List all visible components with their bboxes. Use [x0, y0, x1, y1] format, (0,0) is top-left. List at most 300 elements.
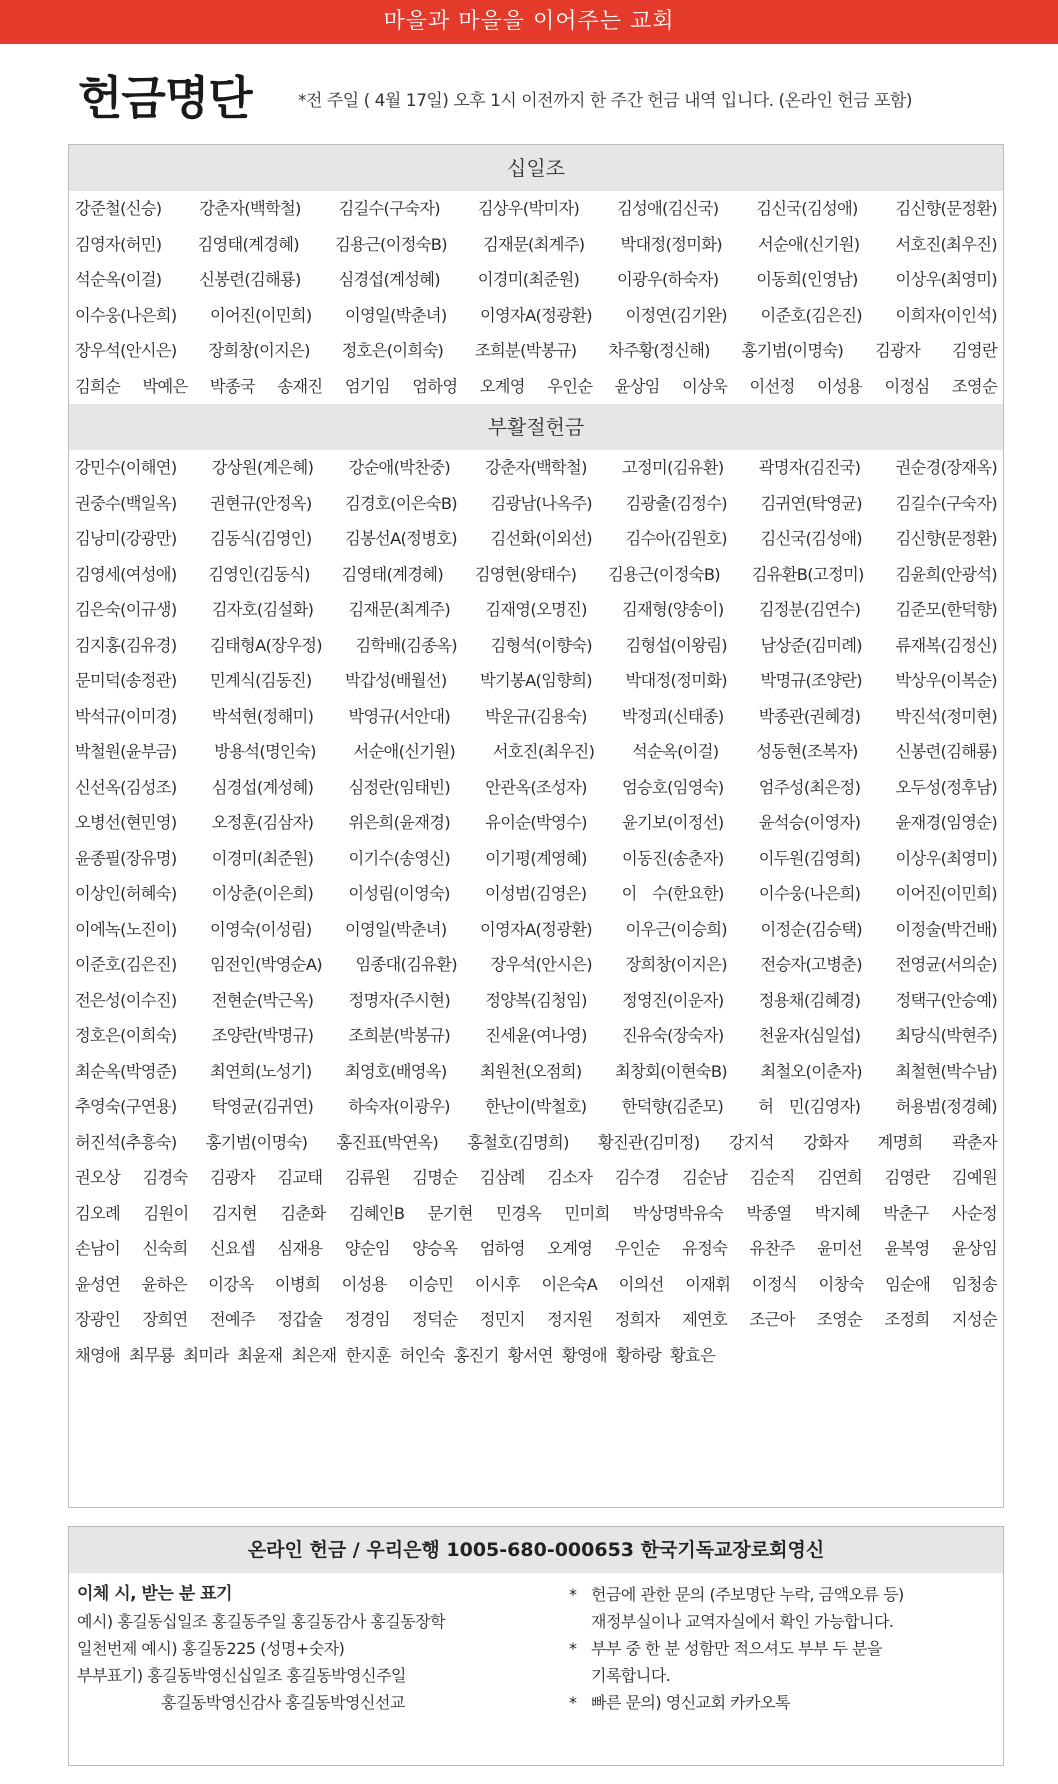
donor-name: 양승옥	[412, 1239, 458, 1258]
donor-name: 이정식	[751, 1274, 797, 1294]
name-row	[75, 841, 997, 877]
donor-name: 이두원(김영희)	[758, 848, 861, 868]
online-offering-box	[68, 1526, 1004, 1766]
donor-name: 김영란	[951, 341, 997, 360]
donor-name: 박철원(윤부금)	[75, 742, 177, 761]
donor-name: 정양복(김청임)	[485, 990, 587, 1010]
donor-name: 최미라	[183, 1345, 229, 1365]
donor-name: 허용범(정경혜)	[895, 1097, 997, 1116]
donor-name: 엄하영	[412, 376, 458, 396]
donor-name: 황효은	[670, 1345, 716, 1365]
donor-name: 이광우(하숙자)	[616, 270, 719, 289]
donor-name: 홍기범(이명숙)	[741, 341, 844, 360]
donor-name: 이승민	[408, 1274, 454, 1294]
name-row	[75, 1018, 997, 1054]
donor-name: 문미덕(송정관)	[75, 671, 177, 690]
donor-name: 강준철(신승)	[75, 199, 162, 218]
donor-name: 신요셉	[209, 1239, 255, 1258]
page-subtitle: *전 주일 ( 4월 17일) 오후 1시 이전까지 한 주간 헌금 내역 입니다. (온라인 헌금 포함)	[298, 91, 912, 111]
name-row	[75, 1160, 997, 1196]
donor-name: 이준호(김은진)	[75, 955, 177, 974]
name-row	[75, 1267, 997, 1303]
offering-list-box	[68, 144, 1004, 1508]
donor-name: 김광남(나옥주)	[490, 493, 592, 513]
name-row	[75, 805, 997, 841]
donor-name: 최철오(이춘자)	[760, 1061, 862, 1081]
donor-name: 이영자A(정광환)	[480, 305, 592, 325]
transfer-instructions	[77, 1581, 547, 1716]
donor-name: 허인숙	[399, 1345, 445, 1365]
donor-name: 윤복영	[884, 1239, 930, 1258]
donor-name: 이 수(한요한)	[621, 884, 724, 903]
donor-name: 김성애(김신국)	[616, 199, 719, 218]
donor-name: 장희창(이지은)	[625, 955, 727, 974]
name-row	[75, 557, 997, 593]
donor-name: 강춘자(백학철)	[199, 199, 301, 218]
donor-name: 우인순	[614, 1239, 660, 1258]
name-row	[75, 1302, 997, 1338]
name-row	[75, 912, 997, 948]
donor-name: 전예주	[209, 1310, 255, 1329]
donor-name: 김영태(계경혜)	[341, 564, 443, 584]
donor-name: 김형석(이향숙)	[490, 635, 592, 655]
donor-name: 김교태	[277, 1168, 323, 1187]
donor-name: 이시후	[474, 1274, 520, 1294]
easter-name-list	[69, 450, 1003, 1373]
donor-name: 황하랑	[615, 1345, 662, 1365]
donor-name: 박종국	[209, 376, 255, 396]
transfer-example-4: 홍길동박영신감사 홍길동박영신선교	[161, 1693, 405, 1712]
donor-name: 한지훈	[345, 1345, 391, 1365]
donor-name: 문기현	[427, 1203, 473, 1223]
donor-name: 이병희	[274, 1274, 321, 1294]
donor-name: 양순임	[344, 1239, 390, 1258]
donor-name: 최은재	[291, 1345, 337, 1365]
donor-name: 이영숙(이성림)	[210, 919, 312, 939]
donor-name: 최무룡	[129, 1345, 175, 1365]
name-row	[75, 699, 997, 735]
donor-name: 이에녹(노진이)	[75, 919, 177, 939]
donor-name: 박명규(조양란)	[760, 671, 862, 690]
donor-name: 윤종필(장유명)	[75, 848, 177, 868]
donor-name: 손남이	[75, 1239, 121, 1258]
donor-name: 조양란(박명규)	[211, 1026, 314, 1045]
donor-name: 신선옥(김성조)	[75, 777, 177, 797]
donor-name: 신봉련(김해룡)	[895, 742, 997, 761]
donor-name: 김용근(이정숙B)	[334, 234, 447, 254]
donor-name: 강순애(박찬중)	[348, 458, 450, 477]
donor-name: 곽춘자	[951, 1132, 997, 1152]
donor-name: 박종관(권혜경)	[758, 706, 861, 726]
donor-name: 방용석(명인숙)	[214, 742, 316, 761]
donor-name: 김원이	[143, 1203, 189, 1223]
donor-name: 석순옥(이걸)	[632, 742, 719, 761]
donor-name: 오계영	[479, 376, 525, 396]
donor-name: 진세윤(여나영)	[485, 1026, 587, 1045]
donor-name: 이성용	[341, 1274, 387, 1294]
donor-name: 김길수(구숙자)	[338, 199, 440, 218]
donor-name: 강상원(계은혜)	[211, 458, 314, 477]
donor-name: 위은희(윤재경)	[348, 813, 450, 832]
name-row	[75, 628, 997, 664]
donor-name: 김지현	[211, 1203, 257, 1223]
transfer-example-1: 예시) 홍길동십일조 홍길동주일 홍길동감사 홍길동장학	[77, 1612, 446, 1631]
donor-name: 김광자	[874, 341, 921, 360]
note-line: 부부 중 한 분 성함만 적으셔도 부부 두 분을	[591, 1639, 882, 1658]
donor-name: 김예원	[951, 1168, 997, 1187]
donor-name: 김연희	[816, 1168, 863, 1187]
name-row	[75, 1231, 997, 1267]
donor-name: 김신국(김성애)	[760, 529, 862, 548]
donor-name: 이성림(이영숙)	[348, 884, 450, 903]
donor-name: 정경임	[344, 1310, 390, 1329]
donor-name: 유정숙	[682, 1239, 728, 1258]
donor-name: 윤상임	[614, 376, 660, 396]
donor-name: 권중수(백일옥)	[75, 493, 177, 513]
donor-name: 전현순(박근옥)	[211, 990, 314, 1010]
donor-name: 임종대(김유환)	[355, 955, 457, 974]
donor-name: 이경미(최준원)	[211, 848, 314, 868]
donor-name: 조근아	[749, 1310, 795, 1329]
donor-name: 윤기보(이정선)	[622, 813, 724, 832]
donor-name: 정용채(김혜경)	[758, 990, 861, 1010]
donor-name: 정희자	[614, 1310, 660, 1329]
donor-name: 엄기임	[344, 376, 390, 396]
donor-name: 김재문(최계주)	[482, 234, 585, 254]
donor-name: 엄하영	[479, 1239, 525, 1258]
donor-name: 김형섭(이왕림)	[625, 635, 727, 655]
donor-name: 남상준(김미례)	[760, 635, 862, 655]
donor-name: 김광자	[209, 1168, 255, 1187]
note-item	[569, 1581, 989, 1635]
donor-name: 장우석(안시은)	[490, 955, 592, 974]
note-line: 헌금에 관한 문의 (주보명단 누락, 금액오류 등)	[591, 1585, 904, 1604]
donor-name: 박운규(김용숙)	[485, 706, 587, 726]
donor-name: 박영규(서안대)	[348, 706, 450, 726]
donor-name: 이강옥	[208, 1274, 254, 1294]
donor-name: 장희창(이지은)	[208, 341, 310, 360]
donor-name: 박상우(이복순)	[895, 671, 997, 690]
name-row	[75, 770, 997, 806]
donor-name: 조정희	[884, 1310, 930, 1329]
donor-name: 최연희(노성기)	[210, 1061, 312, 1081]
donor-name: 정택구(안승예)	[895, 990, 997, 1010]
donor-name: 정민지	[479, 1310, 525, 1329]
donor-name: 이동희(인영남)	[756, 270, 858, 289]
donor-name: 한덕향(김준모)	[621, 1097, 724, 1116]
donor-name: 이기수(송영신)	[348, 848, 450, 868]
donor-name: 김영현(왕태수)	[474, 564, 577, 584]
donor-name: 최윤재	[237, 1345, 283, 1365]
donor-name: 김재영(오명진)	[485, 600, 587, 619]
name-row	[75, 1089, 997, 1125]
note-item	[569, 1635, 989, 1689]
donor-name: 강민수(이해연)	[75, 458, 177, 477]
donor-name: 송재진	[277, 376, 323, 396]
donor-name: 추영숙(구연용)	[75, 1097, 177, 1116]
donor-name: 한난이(박철호)	[484, 1097, 587, 1116]
donor-name: 오정훈(김삼자)	[211, 813, 314, 832]
easter-heading: 부활절헌금	[69, 404, 1003, 450]
donor-name: 이영일(박춘녀)	[345, 919, 447, 939]
donor-name: 김영인(김동식)	[208, 564, 310, 584]
online-heading: 온라인 헌금 / 우리은행 1005-680-000653 한국기독교장로회영신	[69, 1527, 1003, 1573]
donor-name: 박갑성(배월선)	[345, 671, 447, 690]
donor-name: 김광출(김정수)	[625, 493, 727, 513]
donor-name: 이준호(김은진)	[760, 305, 862, 325]
donor-name: 심경섭(계성혜)	[338, 270, 440, 289]
donor-name: 전영균(서의순)	[895, 955, 997, 974]
donor-name: 김삼례	[479, 1168, 525, 1187]
donor-name: 엄주성(최은정)	[758, 777, 861, 797]
donor-name: 황진관(김미정)	[598, 1132, 700, 1152]
donor-name: 박춘구	[883, 1203, 929, 1223]
notes	[569, 1581, 989, 1716]
name-row	[75, 983, 997, 1019]
name-row	[75, 486, 997, 522]
donor-name: 진유숙(장숙자)	[622, 1026, 724, 1045]
donor-name: 박예은	[142, 376, 188, 396]
donor-name: 김영세(여성애)	[75, 564, 177, 584]
donor-name: 이영일(박춘녀)	[345, 305, 447, 325]
donor-name: 서호진(최우진)	[895, 234, 997, 254]
donor-name: 임청송	[951, 1274, 997, 1294]
top-banner: 마을과 마을을 이어주는 교회	[0, 0, 1058, 44]
name-row	[75, 227, 997, 263]
donor-name: 황영애	[561, 1345, 607, 1365]
donor-name: 안관옥(조성자)	[485, 777, 587, 797]
donor-name: 박석규(이미경)	[75, 706, 177, 726]
donor-name: 권오상	[75, 1168, 121, 1187]
donor-name: 유이순(박영수)	[485, 813, 587, 832]
donor-name: 이희자(이인석)	[895, 305, 997, 325]
donor-name: 이수웅(나은희)	[758, 884, 861, 903]
donor-name: 김동식(김영인)	[210, 529, 312, 548]
donor-name: 이수웅(나은희)	[75, 305, 177, 325]
donor-name: 채영애	[75, 1345, 121, 1365]
donor-name: 정호은(이희숙)	[75, 1026, 177, 1045]
donor-name: 곽명자(김진국)	[758, 458, 861, 477]
donor-name: 박석현(정해미)	[211, 706, 314, 726]
donor-name: 심경섭(계성혜)	[211, 777, 314, 797]
name-row	[75, 369, 997, 405]
donor-name: 민미희	[564, 1203, 610, 1223]
donor-name: 최영호(배영옥)	[345, 1061, 447, 1081]
donor-name: 정덕순	[412, 1310, 458, 1329]
donor-name: 강지석	[728, 1132, 774, 1152]
donor-name: 황서연	[507, 1345, 553, 1365]
donor-name: 김영자(허민)	[75, 234, 162, 254]
donor-name: 심정란(임태빈)	[348, 777, 450, 797]
donor-name: 이어진(이민희)	[210, 305, 312, 325]
donor-name: 김상우(박미자)	[477, 199, 580, 218]
donor-name: 이어진(이민희)	[895, 884, 997, 903]
donor-name: 허 민(김영자)	[758, 1097, 861, 1116]
donor-name: 김준모(한덕향)	[895, 600, 997, 619]
name-row	[75, 592, 997, 628]
donor-name: 김순직	[749, 1168, 795, 1187]
donor-name: 이기평(계영혜)	[485, 848, 587, 868]
asterisk: *	[569, 1639, 577, 1658]
donor-name: 최원천(오점희)	[480, 1061, 582, 1081]
donor-name: 전승자(고병춘)	[760, 955, 862, 974]
donor-name: 윤재경(임영순)	[895, 813, 997, 832]
donor-name: 탁영균(김귀연)	[211, 1097, 314, 1116]
donor-name: 박정괴(신태종)	[622, 706, 724, 726]
donor-name: 김순남	[682, 1168, 728, 1187]
donor-name: 박진석(정미현)	[895, 706, 997, 726]
donor-name: 계명희	[877, 1132, 923, 1152]
donor-name: 이성범(김영은)	[484, 884, 587, 903]
name-row	[75, 521, 997, 557]
donor-name: 권순경(장재옥)	[895, 458, 997, 477]
page-title: 헌금명단	[78, 71, 252, 125]
name-row	[75, 947, 997, 983]
donor-name: 김영태(계경혜)	[197, 234, 299, 254]
donor-name: 김수아(김원호)	[625, 529, 727, 548]
donor-name: 이은숙A	[541, 1274, 598, 1294]
donor-name: 사순정	[951, 1203, 997, 1223]
donor-name: 김학배(김종옥)	[355, 635, 457, 655]
donor-name: 박상명박유숙	[632, 1203, 724, 1223]
donor-name: 김류원	[344, 1168, 390, 1187]
donor-name: 김태형A(장우정)	[210, 635, 322, 655]
donor-name: 신봉련(김해룡)	[199, 270, 301, 289]
name-row	[75, 450, 997, 486]
donor-name: 박기봉A(임향희)	[480, 671, 592, 690]
donor-name: 김유환B(고정미)	[751, 564, 864, 584]
donor-name: 조희분(박봉규)	[348, 1026, 450, 1045]
donor-name: 이창숙	[818, 1274, 864, 1294]
donor-name: 김신향(문정환)	[895, 199, 997, 218]
donor-name: 김봉선A(정병호)	[345, 529, 457, 548]
tithe-name-list	[69, 191, 1003, 404]
donor-name: 김정분(김연수)	[758, 600, 861, 619]
donor-name: 홍진기	[453, 1345, 499, 1365]
donor-name: 김경숙	[142, 1168, 188, 1187]
donor-name: 이상춘(이은희)	[211, 884, 314, 903]
donor-name: 이동진(송춘자)	[622, 848, 724, 868]
donor-name: 권현규(안정옥)	[210, 493, 312, 513]
donor-name: 고정미(김유환)	[622, 458, 724, 477]
donor-name: 이정순(김승택)	[760, 919, 862, 939]
note-line: 재정부실이나 교역자실에서 확인 가능합니다.	[591, 1612, 894, 1631]
donor-name: 김자호(김설화)	[211, 600, 314, 619]
donor-name: 김낭미(강광만)	[75, 529, 177, 548]
name-row	[75, 1125, 997, 1161]
donor-name: 조영순	[816, 1310, 863, 1329]
donor-name: 박대정(정미화)	[620, 234, 722, 254]
donor-name: 김소자	[547, 1168, 593, 1187]
donor-name: 김윤희(안광석)	[895, 564, 997, 584]
donor-name: 최당식(박현주)	[895, 1026, 997, 1045]
donor-name: 장희연	[142, 1310, 188, 1329]
donor-name: 류재복(김정신)	[895, 635, 997, 655]
donor-name: 정호은(이희숙)	[341, 341, 444, 360]
donor-name: 오계영	[547, 1239, 593, 1258]
donor-name: 이재휘	[685, 1274, 731, 1294]
donor-name: 임순애	[885, 1274, 931, 1294]
donor-name: 김재문(최계주)	[348, 600, 450, 619]
donor-name: 이성용	[816, 376, 863, 396]
donor-name: 이영자A(정광환)	[480, 919, 592, 939]
donor-name: 이상욱	[682, 376, 728, 396]
donor-name: 김용근(이정숙B)	[608, 564, 720, 584]
donor-name: 임전인(박영순A)	[210, 955, 322, 974]
donor-name: 서순애(신기원)	[757, 234, 860, 254]
name-row	[75, 734, 997, 770]
donor-name: 민계식(김동진)	[210, 671, 312, 690]
donor-name: 홍기범(이명숙)	[205, 1132, 308, 1152]
name-row	[75, 1196, 997, 1232]
donor-name: 천윤자(심일섭)	[758, 1026, 861, 1045]
transfer-heading: 이체 시, 받는 분 표기	[77, 1584, 233, 1604]
donor-name: 김귀연(탁영균)	[760, 493, 862, 513]
note-item	[569, 1689, 989, 1716]
donor-name: 김경호(이은숙B)	[345, 493, 457, 513]
donor-name: 박대정(정미화)	[625, 671, 727, 690]
donor-name: 정지원	[547, 1310, 593, 1329]
name-row	[75, 298, 997, 334]
donor-name: 이상우(최영미)	[895, 270, 997, 289]
donor-name: 김수경	[614, 1168, 660, 1187]
donor-name: 박종열	[746, 1203, 792, 1223]
donor-name: 김영란	[884, 1168, 930, 1187]
donor-name: 서순애(신기원)	[353, 742, 455, 761]
donor-name: 이정연(김기완)	[625, 305, 727, 325]
donor-name: 강화자	[803, 1132, 849, 1152]
donor-name: 김선화(이외선)	[490, 529, 592, 548]
donor-name: 서호진(최우진)	[492, 742, 595, 761]
donor-name: 최창회(이현숙B)	[615, 1061, 727, 1081]
donor-name: 이상우(최영미)	[895, 848, 997, 868]
donor-name: 허진석(추흥숙)	[75, 1132, 177, 1152]
donor-name: 김재형(양송이)	[622, 600, 724, 619]
donor-name: 김신향(문정환)	[895, 529, 997, 548]
donor-name: 정갑술	[277, 1310, 323, 1329]
tithe-heading: 십일조	[69, 145, 1003, 191]
donor-name: 이우근(이승희)	[625, 919, 727, 939]
name-row	[75, 876, 997, 912]
donor-name: 이정술(박건배)	[895, 919, 997, 939]
donor-name: 김신국(김성애)	[756, 199, 858, 218]
donor-name: 김은숙(이규생)	[75, 600, 177, 619]
donor-name: 전은성(이수진)	[75, 990, 177, 1010]
asterisk: *	[569, 1585, 577, 1604]
donor-name: 최순옥(박영준)	[75, 1061, 177, 1081]
donor-name: 김희순	[75, 376, 121, 396]
donor-name: 윤하은	[141, 1274, 187, 1294]
donor-name: 홍철호(김명희)	[467, 1132, 569, 1152]
donor-name: 이선정	[749, 376, 795, 396]
donor-name: 조희분(박봉규)	[474, 341, 577, 360]
donor-name: 지성순	[951, 1310, 997, 1329]
donor-name: 엄승호(임영숙)	[622, 777, 724, 797]
donor-name: 이경미(최준원)	[477, 270, 580, 289]
donor-name: 강춘자(백학철)	[485, 458, 587, 477]
donor-name: 김춘화	[280, 1203, 326, 1223]
donor-name: 석순옥(이걸)	[75, 270, 162, 289]
donor-name: 오두성(정후남)	[895, 777, 997, 797]
donor-name: 정영진(이운자)	[622, 990, 724, 1010]
donor-name: 홍진표(박연옥)	[336, 1132, 438, 1152]
donor-name: 장광인	[75, 1310, 121, 1329]
donor-name: 김오례	[75, 1203, 121, 1223]
donor-name: 차주황(정신해)	[608, 341, 710, 360]
donor-name: 윤석승(이영자)	[758, 813, 861, 832]
donor-name: 최철현(박수남)	[895, 1061, 997, 1081]
name-row	[75, 333, 997, 369]
